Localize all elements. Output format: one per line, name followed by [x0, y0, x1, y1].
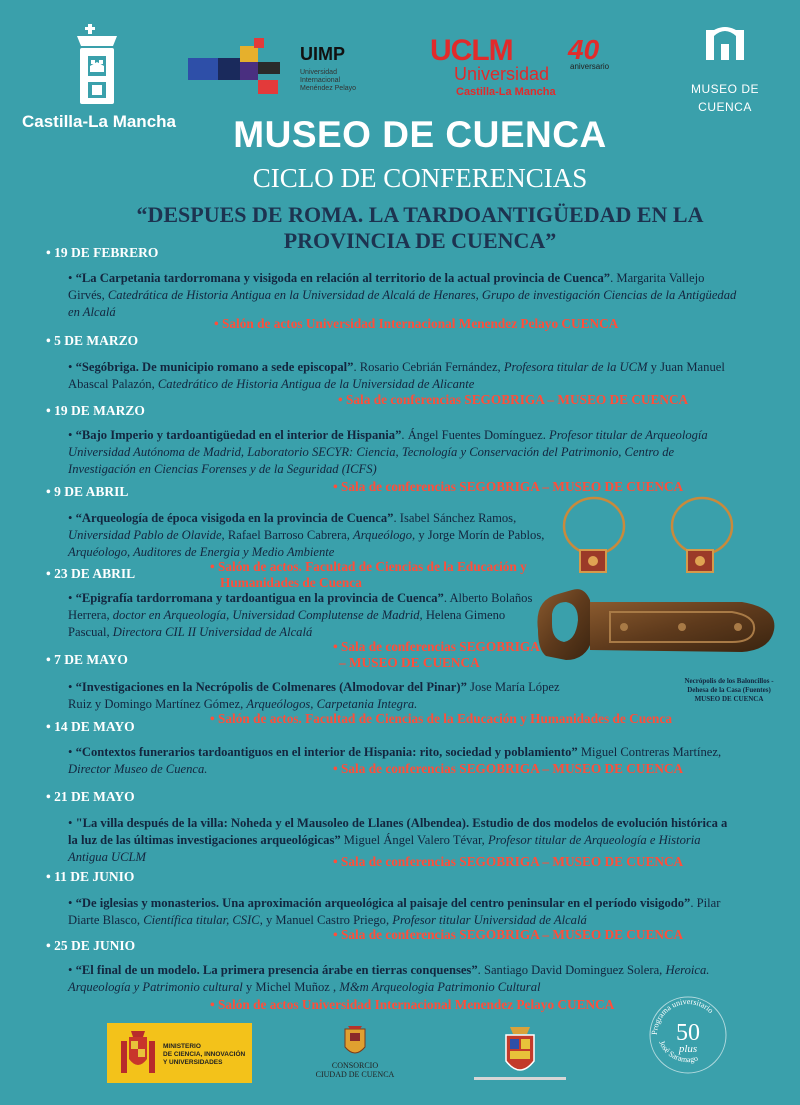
programa-50-plus-emblem [643, 990, 733, 1080]
session-speaker: Jose María López Ruiz y Domingo Martínez Gómez, [68, 680, 560, 711]
page-title: MUSEO DE CUENCA [233, 114, 607, 155]
session-details: • “Investigaciones en la Necrópolis de Colmenares (Almodovar del Pinar)” Jose María López Ruiz y Domingo Martínez Gómez, Arqueólogos, Carpetania Integra. [68, 680, 560, 711]
session-role: doctor en Arqueología, Universidad Complutense de Madrid, [112, 608, 423, 622]
session-speaker: , Rafael Barroso Cabrera, [221, 528, 354, 542]
session-venue: • Salón de actos Universidad Internacional Menendez Pelayo CUENCA [210, 997, 615, 1012]
museo-logo-line2: CUENCA [698, 100, 752, 114]
session-role: Profesor titular de Arqueología Universidad Autónoma de Madrid, Laboratorio SECYR: Ciencia, Tecnología y Conservación del Patrimonio, Centro de Investigación en Ciencias Forenses y de la Seguridad (ICFS) [68, 428, 708, 476]
uclm-anniversary-number: 40 [568, 34, 600, 65]
ministerio-text: MINISTERIO DE CIENCIA, INNOVACIÓN Y UNIVERSIDADES [163, 1043, 246, 1066]
session-details: • “La Carpetania tardorromana y visigoda en relación al territorio de la actual provincia de Cuenca”. Margarita Vallejo Girvés, Catedrática de Historia Antigua en la Universidad de Alcalá de Henares, Grupo de investigación Ciencias de la Antigüedad en Alcalá [68, 271, 737, 319]
session-title: “El final de un modelo. La primera presencia árabe en tierras conquenses” [75, 963, 478, 977]
session-speaker: Helena Gimeno Pascual, [68, 608, 506, 639]
session-speaker: . Rosario Cebrián Fernández, [353, 360, 504, 374]
programa-plus: plus [678, 1043, 698, 1055]
session-venue: • Sala de conferencias SEGOBRIGA – MUSEO DE CUENCA [333, 927, 684, 942]
consorcio-text: CONSORCIO CIUDAD DE CUENCA [315, 1061, 395, 1079]
session-role: Profesor titular Universidad de Alcalá [392, 913, 587, 927]
session-date: • 14 DE MAYO [46, 719, 135, 734]
cuenca-shield-logo [470, 1025, 570, 1085]
session-venue: • Salón de actos Universidad Internacional Menendez Pelayo CUENCA [214, 316, 619, 331]
session-date: • 5 DE MARZO [46, 333, 139, 348]
session-speaker: Miguel Ángel Valero Tévar, [340, 833, 488, 847]
programa-top-text: Programa universitario [649, 996, 716, 1036]
session-speaker: y Juan Manuel Abascal Palazón, [68, 360, 725, 391]
uclm-logo [430, 34, 620, 100]
ministerio-logo [107, 1023, 252, 1083]
session-speaker: . Isabel Sánchez Ramos, [393, 511, 517, 525]
session-speaker: . Ángel Fuentes Domínguez. [401, 428, 550, 442]
clm-crest-icon [22, 22, 172, 110]
page-subtitle: CICLO DE CONFERENCIAS [252, 163, 588, 193]
session-venue: • Sala de conferencias SEGOBRIGA – MUSEO DE CUENCA [333, 479, 684, 494]
session-speaker: . Pilar Diarte Blasco, [68, 896, 721, 927]
uimp-logo [188, 36, 378, 98]
session-date: • 7 DE MAYO [46, 652, 128, 667]
uimp-bars-icon [188, 36, 288, 96]
uimp-sub-line: Internacional [300, 77, 341, 84]
session-speaker: . Alberto Bolaños Herrera, [68, 591, 533, 622]
artifact-caption: Necrópolis de los Baloncillos - Dehesa de la Casa (Fuentes) MUSEO DE CUENCA [684, 677, 774, 703]
session-title: "La villa después de la villa: Noheda y el Mausoleo de Llanes (Albendea). Estudio de dos modelos de evolución histórica a la luz de las últimas investigaciones arqueológicas” [68, 816, 728, 847]
session-date: • 25 DE JUNIO [46, 938, 136, 953]
session-details: • "La villa después de la villa: Noheda y el Mausoleo de Llanes (Albendea). Estudio de dos modelos de evolución histórica a la luz de las últimas investigaciones arqueológicas” Miguel Ángel Valero Tévar, Profesor titular de Arqueología e Historia Antigua UCLM [68, 816, 728, 864]
uimp-subtitle [300, 69, 380, 93]
session-role: Científica titular, CSIC [143, 913, 260, 927]
session-details: • “De iglesias y monasterios. Una aproximación arqueológica al paisaje del centro peninsular en el período visigodo”. Pilar Diarte Blasco, Científica titular, CSIC, y Manuel Castro Priego, Profesor titular Universidad de Alcalá [68, 896, 721, 927]
session-role: Directora CIL II Universidad de Alcalá [112, 625, 313, 639]
session-role: Director Museo de Cuenca. [68, 762, 208, 776]
session-role: Arquéologo, Auditores de Energia y Medio Ambiente [68, 545, 335, 559]
session-date: • 11 DE JUNIO [46, 869, 135, 884]
session-title: “Segóbriga. De municipio romano a sede episcopal” [75, 360, 354, 374]
museo-arch-icon [670, 22, 780, 72]
session-speaker: , y Manuel Castro Priego, [259, 913, 393, 927]
session-speaker: Miguel Contreras Martínez, [577, 745, 722, 759]
session-date: • 23 DE ABRIL [46, 566, 136, 581]
session-speaker: . Santiago David Dominguez Solera, [477, 963, 666, 977]
session-role: M&m Arqueologia Patrimonio Cultural [339, 980, 541, 994]
session-details: • “Segóbriga. De municipio romano a sede episcopal”. Rosario Cebrián Fernández, Profesora titular de la UCM y Juan Manuel Abascal Palazón, Catedrático de Historia Antigua de la Universidad de Alicante [68, 360, 725, 391]
session-venue: • Sala de conferencias SEGOBRIGA – MUSEO DE CUENCA [338, 392, 689, 407]
session-speaker: , y Jorge Morín de Pablos, [412, 528, 545, 542]
programa-number: 50 [676, 1020, 700, 1046]
session-details: • “El final de un modelo. La primera presencia árabe en tierras conquenses”. Santiago David Dominguez Solera, Heroica. Arqueología y Patrimonio cultural y Michel Muñoz , M&m Arqueologia Patrimonio Cultural [68, 963, 710, 994]
cycle-theme-line1: “DESPUES DE ROMA. LA TARDOANTIGÜEDAD EN LA [136, 202, 704, 227]
session-date: • 9 DE ABRIL [46, 484, 129, 499]
session-title: “Epigrafía tardorromana y tardoantigua en la provincia de Cuenca” [75, 591, 444, 605]
cycle-theme-line2: PROVINCIA DE CUENCA” [283, 228, 557, 253]
session-speaker: y Michel Muñoz , [242, 980, 340, 994]
uclm-universidad: Universidad [454, 64, 550, 84]
uimp-sub-line: Menéndez Pelayo [300, 85, 357, 92]
session-venue: • Salón de actos. Facultad de Ciencias de la Educación y Humanidades de Cuenca [210, 559, 527, 590]
programa-50-plus-logo [643, 990, 733, 1080]
castilla-la-mancha-logo [22, 22, 176, 131]
session-venue: • Sala de conferencias SEGOBRIGA – MUSEO DE CUENCA [333, 854, 684, 869]
uimp-sub-line: Universidad [300, 69, 337, 76]
session-details: • “Contextos funerarios tardoantiguos en el interior de Hispania: rito, sociedad y poblamiento” Miguel Contreras Martínez, Director Museo de Cuenca. [68, 745, 722, 776]
spain-coat-of-arms-icon [113, 1027, 163, 1079]
session-role: Heroica. Arqueología y Patrimonio cultural [68, 963, 710, 994]
session-role: Profesora titular de la UCM [503, 360, 648, 374]
session-title: “Investigaciones en la Necrópolis de Colmenares (Almodovar del Pinar)” [75, 680, 467, 694]
session-venue: • Salón de actos. Facultad de Ciencias de la Educación y Humanidades de Cuenca [210, 711, 672, 726]
session-date: • 21 DE MAYO [46, 789, 135, 804]
session-date: • 19 DE MARZO [46, 403, 145, 418]
session-role: Arqueólogos, Carpetania Integra. [246, 697, 418, 711]
session-title: “Contextos funerarios tardoantiguos en el interior de Hispania: rito, sociedad y poblamiento” [75, 745, 578, 759]
session-venue: • Sala de conferencias SEGOBRIGA – MUSEO DE CUENCA [333, 761, 684, 776]
consorcio-crest-icon [300, 1025, 410, 1061]
session-role: Catedrática de Historia Antigua en la Universidad de Alcalá de Henares, Grupo de investigación Ciencias de la Antigüedad en Alcalá [68, 288, 737, 319]
session-title: “Arqueología de época visigoda en la provincia de Cuenca” [75, 511, 394, 525]
shield-icon [470, 1025, 570, 1085]
session-role: Catedrático de Historia Antigua de la Universidad de Alicante [157, 377, 475, 391]
session-details: • “Arqueología de época visigoda en la provincia de Cuenca”. Isabel Sánchez Ramos, Universidad Pablo de Olavide, Rafael Barroso Cabrera, Arqueólogo, y Jorge Morín de Pablos, Arquéologo, Auditores de Energia y Medio Ambiente [68, 511, 545, 559]
session-title: “De iglesias y monasterios. Una aproximación arqueológica al paisaje del centro peninsular en el período visigodo” [75, 896, 691, 910]
session-speaker: . Margarita Vallejo Girvés, [68, 271, 705, 302]
session-venue: • Sala de conferencias SEGOBRIGA – MUSEO DE CUENCA [333, 639, 540, 670]
session-date: • 19 DE FEBRERO [46, 245, 159, 260]
visigothic-jewelry-image [532, 490, 782, 675]
clm-logo-text: Castilla-La Mancha [22, 112, 176, 131]
museo-logo-line1: MUSEO DE [690, 82, 759, 96]
consorcio-logo [300, 1025, 410, 1085]
uclm-region: Castilla-La Mancha [456, 86, 556, 98]
uclm-name: UCLM [430, 34, 513, 67]
session-role: Arqueólogo [353, 528, 413, 542]
session-details: • “Epigrafía tardorromana y tardoantigua en la provincia de Cuenca”. Alberto Bolaños Herrera, doctor en Arqueología, Universidad Complutense de Madrid, Helena Gimeno Pascual, Directora CIL II Universidad de Alcalá [68, 591, 533, 639]
uclm-anniversary-label: aniversario [570, 62, 610, 71]
session-role: Universidad Pablo de Olavide [68, 528, 222, 542]
cycle-theme [100, 202, 740, 254]
programa-bottom-text: José Saramago [657, 1039, 699, 1065]
session-title: “La Carpetania tardorromana y visigoda en relación al territorio de la actual provincia de Cuenca” [75, 271, 611, 285]
session-title: “Bajo Imperio y tardoantigüedad en el interior de Hispania” [75, 428, 402, 442]
session-role: Profesor titular de Arqueología e Historia Antigua UCLM [68, 833, 701, 864]
session-details: • “Bajo Imperio y tardoantigüedad en el interior de Hispania”. Ángel Fuentes Domínguez. Profesor titular de Arqueología Universidad Autónoma de Madrid, Laboratorio SECYR: Ciencia, Tecnología y Conservación del Patrimonio, Centro de Investigación en Ciencias Forenses y de la Seguridad (ICFS) [68, 428, 708, 476]
museo-cuenca-logo [670, 22, 780, 122]
uimp-name: UIMP [300, 44, 345, 64]
